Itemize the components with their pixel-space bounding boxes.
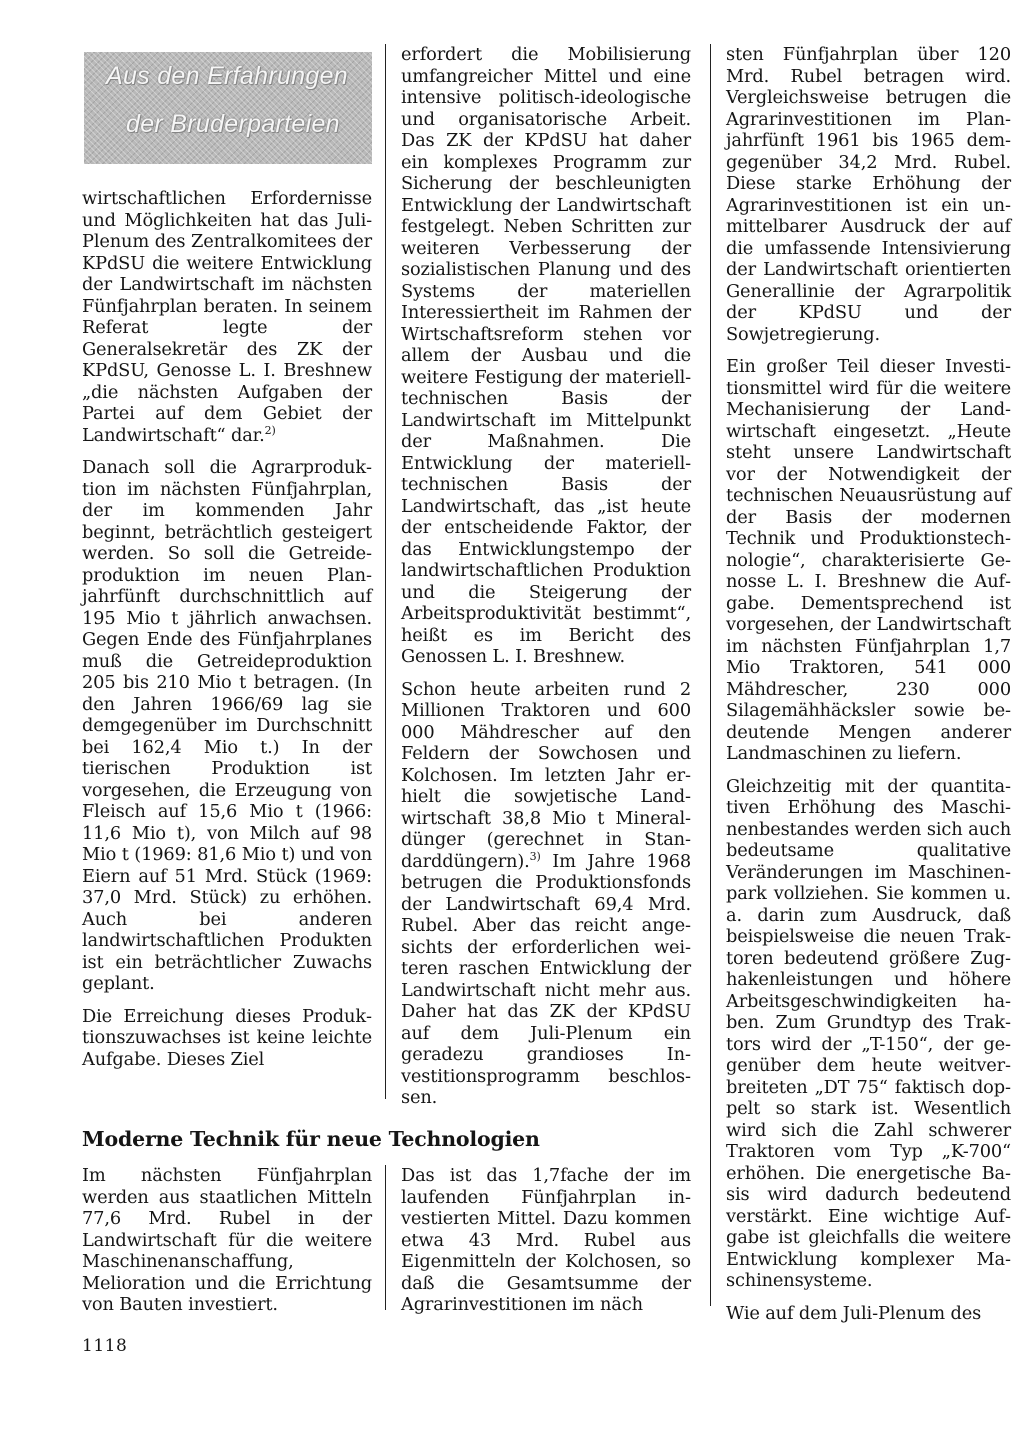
paragraph: Danach soll die Agrarproduktion im nächsten Fünfjahrplan, der im kommenden Jahr beginnt, beträchtlich gesteigert werden. So soll die Getreideproduktion im neuen Planjahrfünft durchschnittlich auf 195 Mio t jährlich anwachsen. Gegen Ende des Fünfjahrplanes muß die Getreideproduktion 205 bis 210 Mio t betragen. (In den Jahren 1966/69 lag sie demgegenüber im Durchschnitt bei 162,4 Mio t.) In der tierischen Produktion ist vorgesehen, die Erzeugung von Fleisch auf 15,6 Mio t (1966: 11,6 Mio t), von Milch auf 98 Mio t (1969: 81,6 Mio t) und von Eiern auf 51 Mrd. Stück (1969: 37,0 Mrd. Stück) zu erhöhen. Auch bei anderen landwirtschaftlichen Produkten ist ein beträchtlicher Zuwachs geplant. [82, 457, 372, 994]
paragraph: Wie auf dem Juli-Plenum des [726, 1302, 982, 1324]
paragraph-text: wirtschaftlichen Erfordernisse und Möglichkeiten hat das Juli-Plenum des Zentralkomitees der KPdSU die weitere Entwicklung der Landwirtschaft im nächsten Fünfjahrplan beraten. In seinem Referat legte der Generalsekretär des ZK der KPdSU, Genosse L. I. Breshnew „die nächsten Aufgaben der Partei auf dem Gebiet der Landwirtschaft“ dar. [82, 188, 372, 446]
column-divider [385, 44, 386, 1099]
column-2-bottom [401, 1165, 691, 1316]
paragraph: Das ist das 1,7fache der im laufenden Fünfjahrplan investierten Mittel. Dazu kommen etwa 43 Mrd. Rubel aus Eigenmitteln der Kolchosen, so daß die Gesamtsumme der Agrarinvestitionen im näch [401, 1165, 691, 1315]
paragraph [82, 188, 372, 446]
paragraph: Ein großer Teil dieser Investitionsmittel wird für die weitere Mechanisierung der Landwirtschaft eingesetzt. „Heute steht unsere Landwirtschaft vor der Notwendigkeit der technischen Neuausrüstung auf der Basis der modernen Technik und Produktionstechnologie“, charakterisierte Genosse L. I. Breshnew die Aufgabe. Dementsprechend ist vorgesehen, der Landwirtschaft im nächsten Fünfjahrplan 1,7 Mio Traktoren, 541 000 Mähdrescher, 230 000 Silagemähhäcksler sowie bedeutende Mengen anderer Landmaschinen zu liefern. [726, 356, 1011, 764]
paragraph-text: Schon heute arbeiten rund 2 Millionen Traktoren und 600 000 Mähdrescher auf den Feldern der Sowchosen und Kolchosen. Im letzten Jahr erhielt die sowjetische Landwirtschaft 38,8 Mio t Mineraldünger (gerechnet in Standarddüngern). [401, 678, 691, 872]
footnote-ref: 2) [264, 423, 276, 437]
banner-title-line-2: der Bruderparteien [126, 110, 340, 138]
column-divider [710, 44, 711, 1306]
paragraph [401, 679, 691, 1109]
paragraph-text: Im Jahre 1968 betrugen die Produktionsfonds der Landwirtschaft 69,4 Mrd. Rubel. Aber das reicht angesichts der erforderlichen weiteren raschen Entwicklung der Landwirtschaft nicht mehr aus. Daher hat das ZK der KPdSU auf dem Juli-Plenum ein geradezu grandioses Investitionsprogramm beschlossen. [401, 850, 691, 1108]
paragraph: erfordert die Mobilisierung umfangreicher Mittel und eine intensive politisch-ideologische und organisatorische Arbeit. Das ZK der KPdSU hat daher ein komplexes Programm zur Sicherung der beschleunigten Entwicklung der Landwirtschaft festgelegt. Neben Schritten zur weiteren Verbesserung der sozialistischen Planung und des Systems der materiellen Interessiertheit im Rahmen der Wirtschaftsreform stehen vor allem der Ausbau und die weitere Festigung der materiell-technischen Basis der Landwirtschaft im Mittelpunkt der Maßnahmen. Die Entwicklung der materiell-technischen Basis der Landwirtschaft, das „ist heute der entscheidende Faktor, der das Entwicklungstempo der landwirtschaftlichen Produktion und die Steigerung der Arbeitsproduktivität bestimmt“, heißt es im Bericht des Genossen L. I. Breshnew. [401, 44, 691, 667]
paragraph: Die Erreichung dieses Produktionszuwachses ist keine leichte Aufgabe. Dieses Ziel [82, 1005, 372, 1070]
footnote-ref: 3) [529, 849, 541, 863]
column-divider [385, 1165, 386, 1310]
column-3 [726, 44, 1011, 1324]
paragraph: Im nächsten Fünfjahrplan werden aus staatlichen Mitteln 77,6 Mrd. Rubel in der Landwirtschaft für die weitere Maschinenanschaffung, Melioration und die Errichtung von Bauten investiert. [82, 1165, 372, 1315]
paragraph: sten Fünfjahrplan über 120 Mrd. Rubel betragen wird. Vergleichsweise betrugen die Agrarinvestitionen im Planjahrfünft 1961 bis 1965 demgegenüber 34,2 Mrd. Rubel. Diese starke Erhöhung der Agrarinvestitionen ist ein unmittelbarer Ausdruck der auf die umfassende Intensivierung der Landwirtschaft orientierten Generallinie der Agrarpolitik der KPdSU und der Sowjetregierung. [726, 44, 1011, 345]
section-banner [84, 52, 372, 164]
paragraph: Gleichzeitig mit der quantitativen Erhöhung des Maschinenbestandes werden sich auch bedeutsame qualitative Veränderungen im Maschinenpark vollziehen. Sie kommen u. a. darin zum Ausdruck, daß beispielsweise die neuen Traktoren bedeutend größere Zughakenleistungen und höhere Arbeitsgeschwindigkeiten haben. Zum Grundtyp des Traktors wird der „T-150“, der gegenüber dem heute weitverbreiteten „DT 75“ faktisch doppelt so stark ist. Wesentlich wird sich die Zahl schwerer Traktoren vom Typ „K-700“ erhöhen. Die energetische Basis wird dadurch bedeutend verstärkt. Eine wichtige Aufgabe ist gleichfalls die weitere Entwicklung komplexer Maschinensysteme. [726, 775, 1011, 1291]
page-number: 1118 [82, 1336, 128, 1356]
section-heading: Moderne Technik für neue Technologien [82, 1127, 540, 1151]
column-1-bottom [82, 1165, 372, 1316]
banner-title-line-1: Aus den Erfahrungen [106, 62, 348, 90]
column-2-top [401, 44, 691, 1109]
column-1-top [82, 188, 372, 1070]
